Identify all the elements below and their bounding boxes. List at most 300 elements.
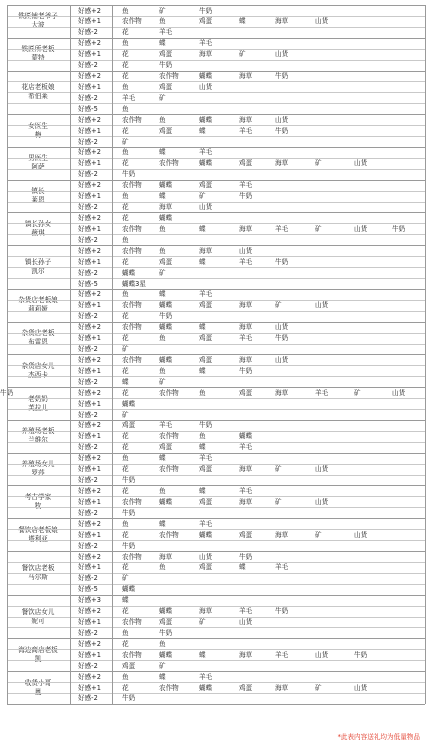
gift-item: 蝶	[159, 672, 166, 681]
gift-item: 蝴蝶	[122, 585, 136, 594]
gift-item: 牛奶	[159, 61, 173, 70]
gift-item: 农作物	[122, 301, 142, 310]
gift-item: 鱼	[122, 454, 129, 463]
gift-item: 农作物	[122, 618, 142, 627]
gift-item: 花	[122, 443, 129, 452]
character-given-name: 罗莎	[31, 469, 45, 478]
gift-item: 山货	[199, 82, 213, 91]
affection-level: 好感+1	[78, 334, 101, 343]
gift-item: 海草	[275, 17, 289, 26]
gift-item: 海草	[239, 355, 253, 364]
gift-item: 羊毛	[239, 257, 253, 266]
character-given-name: 莱恩	[31, 196, 45, 205]
gift-item: 鱼	[159, 334, 166, 343]
affection-level: 好感+1	[78, 82, 101, 91]
gift-item: 山货	[392, 388, 406, 397]
gift-item: 鸡蛋	[199, 334, 213, 343]
gift-item: 海草	[239, 115, 253, 124]
table-right-border	[425, 5, 426, 704]
character-given-name: 芙拉儿	[28, 403, 48, 412]
gift-item: 牛奶	[122, 541, 136, 550]
gift-item: 海草	[239, 72, 253, 81]
affection-level: 好感+2	[78, 115, 101, 124]
affection-level: 好感+1	[78, 17, 101, 26]
character-given-name: 兰维尔	[28, 436, 48, 445]
gift-item: 蝴蝶	[199, 159, 213, 168]
character-role: 海边商店老板	[18, 645, 58, 654]
character-given-name: 薇琪	[31, 228, 45, 237]
gift-item: 牛奶	[239, 552, 253, 561]
gift-item: 蝶	[199, 443, 206, 452]
name-column-left-border	[7, 5, 8, 704]
gift-item: 山货	[275, 355, 289, 364]
affection-level: 好感+2	[78, 181, 101, 190]
affection-level: 好感+1	[78, 563, 101, 572]
gift-item: 花	[122, 203, 129, 212]
gift-item: 蝴蝶	[122, 268, 136, 277]
gift-item: 蝴蝶	[159, 213, 173, 222]
gift-item: 鱼	[122, 519, 129, 528]
gift-item: 蝴蝶	[199, 683, 213, 692]
affection-level: 好感+1	[78, 126, 101, 135]
affection-level: 好感+2	[78, 246, 101, 255]
gift-item: 鱼	[122, 39, 129, 48]
gift-item: 矿	[159, 6, 166, 15]
affection-level: 好感-2	[78, 268, 98, 277]
affection-level: 好感-2	[78, 235, 98, 244]
gift-item: 蝴蝶	[159, 181, 173, 190]
affection-level: 好感+2	[78, 639, 101, 648]
gift-item: 山货	[315, 650, 329, 659]
gift-item: 山货	[354, 530, 368, 539]
affection-level: 好感-2	[78, 28, 98, 37]
gift-item: 牛奶	[239, 366, 253, 375]
gift-item: 矿	[315, 683, 322, 692]
affection-level: 好感+2	[78, 421, 101, 430]
gift-item: 鱼	[122, 628, 129, 637]
gift-item: 花	[122, 607, 129, 616]
gift-item: 蝶	[199, 486, 206, 495]
affection-level: 好感-2	[78, 476, 98, 485]
gift-item: 鱼	[122, 6, 129, 15]
gift-item: 花	[122, 159, 129, 168]
affection-level: 好感-2	[78, 508, 98, 517]
character-role: 餐饮店女儿	[21, 607, 55, 616]
affection-level: 好感+1	[78, 650, 101, 659]
affection-level: 好感+1	[78, 465, 101, 474]
gift-item: 山货	[354, 159, 368, 168]
gift-item: 海草	[275, 683, 289, 692]
affection-level: 好感+2	[78, 213, 101, 222]
gift-item: 蝶	[122, 596, 129, 605]
affection-level: 好感+2	[78, 290, 101, 299]
gift-item: 矿	[199, 192, 206, 201]
gift-item: 鱼	[122, 192, 129, 201]
gift-item: 海草	[159, 203, 173, 212]
gift-item: 牛奶	[275, 257, 289, 266]
character-role: 杂货店女儿	[21, 361, 55, 370]
gift-item: 羊毛	[275, 224, 289, 233]
gift-item: 鸡蛋	[199, 355, 213, 364]
gift-item: 蝴蝶	[239, 432, 253, 441]
gift-item: 农作物	[122, 17, 142, 26]
gift-item: 农作物	[159, 683, 179, 692]
gift-item: 山货	[354, 224, 368, 233]
gift-item: 花	[122, 312, 129, 321]
gift-item: 羊毛	[275, 563, 289, 572]
character-given-name: 大波	[31, 21, 45, 30]
gift-item: 蝴蝶	[159, 323, 173, 332]
gift-item: 矿	[239, 50, 246, 59]
affection-level: 好感+1	[78, 618, 101, 627]
character-given-name: 蒙特	[31, 54, 45, 63]
gift-item: 花	[122, 61, 129, 70]
affection-level: 好感-2	[78, 345, 98, 354]
gift-item: 农作物	[159, 159, 179, 168]
gift-item: 蝶	[159, 290, 166, 299]
gift-item: 牛奶	[159, 312, 173, 321]
gift-item: 蝶	[159, 454, 166, 463]
gift-item: 山货	[315, 465, 329, 474]
affection-level: 好感+2	[78, 323, 101, 332]
gift-item: 羊毛	[239, 126, 253, 135]
affection-level: 好感+3	[78, 596, 101, 605]
affection-level: 好感-2	[78, 312, 98, 321]
character-given-name: 牧	[34, 501, 42, 510]
affection-level: 好感-2	[78, 661, 98, 670]
gift-item: 农作物	[122, 181, 142, 190]
affection-level: 好感-2	[78, 61, 98, 70]
gift-item: 羊毛	[239, 181, 253, 190]
character-role: 镇长	[31, 187, 45, 196]
affection-level: 好感+2	[78, 6, 101, 15]
gift-item: 海草	[239, 301, 253, 310]
gift-item: 羊毛	[159, 28, 173, 37]
gift-item: 鱼	[199, 432, 206, 441]
gift-item: 鱼	[159, 563, 166, 572]
gift-item: 牛奶	[354, 650, 368, 659]
gift-item: 矿	[199, 618, 206, 627]
affection-level: 好感+1	[78, 530, 101, 539]
affection-level: 好感+1	[78, 224, 101, 233]
gift-item: 海草	[275, 530, 289, 539]
gift-item: 花	[122, 388, 129, 397]
affection-level: 好感-2	[78, 541, 98, 550]
character-role: 杂货店老板	[21, 329, 55, 338]
gift-item: 山货	[239, 618, 253, 627]
gift-item: 农作物	[159, 72, 179, 81]
character-given-name: 凯	[34, 654, 42, 663]
gift-item: 鱼	[159, 246, 166, 255]
gift-item: 蝴蝶	[199, 530, 213, 539]
gift-item: 鱼	[122, 148, 129, 157]
gift-item: 矿	[159, 93, 166, 102]
gift-item: 山货	[275, 323, 289, 332]
gift-item: 鸡蛋	[159, 257, 173, 266]
gift-item: 海草	[239, 323, 253, 332]
character-given-name: 杰西卡	[28, 370, 48, 379]
gift-item: 蝶	[159, 148, 166, 157]
gift-item: 鱼	[122, 290, 129, 299]
affection-level: 好感+2	[78, 388, 101, 397]
gift-item: 花	[122, 28, 129, 37]
gift-item: 花	[122, 432, 129, 441]
gift-item: 牛奶	[199, 6, 213, 15]
affection-level: 好感+1	[78, 399, 101, 408]
gift-item: 鸡蛋	[199, 465, 213, 474]
gift-item: 蝶	[199, 323, 206, 332]
character-given-name: 莉莉娅	[28, 305, 48, 314]
gift-item: 鸡蛋	[199, 301, 213, 310]
gift-item: 羊毛	[199, 148, 213, 157]
gift-item: 羊毛	[199, 290, 213, 299]
gift-item: 蝶	[199, 257, 206, 266]
gift-item: 羊毛	[275, 650, 289, 659]
character-given-name: 塔利亚	[28, 534, 48, 543]
gift-item: 蝶	[159, 192, 166, 201]
affection-level: 好感-5	[78, 104, 98, 113]
gift-item: 牛奶	[122, 508, 136, 517]
gift-item: 鱼	[199, 388, 206, 397]
gift-item: 矿	[159, 268, 166, 277]
gift-item: 牛奶	[122, 476, 136, 485]
affection-level: 好感+2	[78, 486, 101, 495]
character-given-name: 布雷恩	[28, 338, 48, 347]
gift-item: 牛奶	[199, 421, 213, 430]
gift-item: 蝴蝶	[159, 355, 173, 364]
character-given-name: 希伯莱	[28, 92, 48, 101]
gift-item: 矿	[275, 465, 282, 474]
gift-item: 山货	[315, 17, 329, 26]
gift-item: 蝴蝶	[199, 115, 213, 124]
gift-item: 鱼	[122, 672, 129, 681]
gift-item: 蝶	[239, 17, 246, 26]
gift-item: 羊毛	[315, 388, 329, 397]
affection-level: 好感-2	[78, 93, 98, 102]
character-role: 男医生	[28, 154, 48, 163]
gift-item: 羊毛	[199, 672, 213, 681]
gift-item: 羊毛	[239, 443, 253, 452]
level-column-right-border	[112, 5, 113, 704]
gift-item: 鸡蛋	[239, 388, 253, 397]
gift-item: 花	[122, 72, 129, 81]
gift-item: 山货	[354, 683, 368, 692]
gift-item: 鱼	[122, 104, 129, 113]
gift-item: 蝶	[199, 650, 206, 659]
gift-item: 海草	[275, 159, 289, 168]
gift-item: 农作物	[122, 115, 142, 124]
gift-item: 矿	[122, 410, 129, 419]
gift-item: 农作物	[159, 432, 179, 441]
affection-level: 好感+2	[78, 454, 101, 463]
gift-item: 蝴蝶	[159, 607, 173, 616]
gift-item: 海草	[275, 388, 289, 397]
gift-item: 花	[122, 563, 129, 572]
gift-item: 海草	[199, 246, 213, 255]
gift-item: 蝶	[122, 377, 129, 386]
gift-item: 鸡蛋	[239, 530, 253, 539]
affection-level: 好感-2	[78, 574, 98, 583]
gift-item: 海草	[239, 224, 253, 233]
gift-item: 海草	[239, 465, 253, 474]
gift-item: 羊毛	[122, 93, 136, 102]
character-role: 餐饮店老板	[21, 563, 55, 572]
gift-item: 鸡蛋	[122, 661, 136, 670]
gift-item: 花	[122, 50, 129, 59]
gift-item: 鸡蛋	[159, 618, 173, 627]
gift-item: 鸡蛋	[199, 181, 213, 190]
gift-item: 农作物	[122, 355, 142, 364]
gift-item: 矿	[159, 661, 166, 670]
gift-item: 农作物	[122, 323, 142, 332]
gift-item: 鸡蛋	[159, 82, 173, 91]
gift-item: 矿	[275, 301, 282, 310]
gift-item: 牛奶	[275, 334, 289, 343]
character-role: 花店老板娘	[21, 83, 55, 92]
character-role: 老奶奶	[28, 394, 48, 403]
character-given-name: 凯尔	[31, 267, 45, 276]
gift-item: 矿	[159, 377, 166, 386]
character-role: 收货小哥	[24, 678, 52, 687]
gift-item: 鸡蛋	[199, 497, 213, 506]
footnote: *此表内容送礼均为低量物品	[337, 733, 420, 741]
gift-item: 牛奶	[275, 126, 289, 135]
gift-item: 羊毛	[239, 486, 253, 495]
character-role: 铁匠所老板	[21, 45, 55, 54]
affection-level: 好感-5	[78, 279, 98, 288]
gift-item: 羊毛	[159, 421, 173, 430]
gift-item: 花	[122, 639, 129, 648]
affection-level: 好感-2	[78, 170, 98, 179]
gift-item: 牛奶	[122, 694, 136, 703]
gift-item: 牛奶	[0, 388, 14, 397]
gift-item: 花	[122, 334, 129, 343]
gift-item: 鱼	[122, 82, 129, 91]
gift-item: 农作物	[122, 246, 142, 255]
character-given-name: 阿萨	[31, 163, 45, 172]
character-given-name: 梅	[34, 130, 42, 139]
gift-item: 山货	[239, 246, 253, 255]
character-role: 镇长孙女	[24, 219, 52, 228]
gift-item: 花	[122, 465, 129, 474]
affection-level: 好感-2	[78, 443, 98, 452]
gift-item: 羊毛	[199, 519, 213, 528]
gift-item: 鸡蛋	[159, 126, 173, 135]
gift-item: 蝶	[159, 39, 166, 48]
character-role: 餐饮店老板娘	[18, 525, 58, 534]
character-role: 杂货店老板娘	[18, 296, 58, 305]
gift-item: 海草	[159, 552, 173, 561]
gift-item: 鱼	[159, 224, 166, 233]
gift-item: 羊毛	[199, 454, 213, 463]
affection-level: 好感+2	[78, 672, 101, 681]
gift-item: 鱼	[159, 115, 166, 124]
gift-item: 矿	[275, 497, 282, 506]
gift-item: 蝶	[199, 366, 206, 375]
gift-item: 山货	[275, 50, 289, 59]
affection-level: 好感+2	[78, 39, 101, 48]
gift-item: 矿	[315, 530, 322, 539]
gift-item: 羊毛	[239, 334, 253, 343]
gift-item: 蝴蝶	[159, 650, 173, 659]
affection-level: 好感+1	[78, 683, 101, 692]
gift-item: 鸡蛋	[199, 17, 213, 26]
gift-item: 蝴蝶	[122, 399, 136, 408]
affection-level: 好感+2	[78, 607, 101, 616]
gift-item: 牛奶	[392, 224, 406, 233]
gift-item: 山货	[315, 497, 329, 506]
character-given-name: 嵐	[34, 687, 42, 696]
gift-item: 鸡蛋	[239, 159, 253, 168]
affection-level: 好感+2	[78, 148, 101, 157]
gift-item: 花	[122, 530, 129, 539]
gift-item: 花	[122, 126, 129, 135]
gift-item: 蝴蝶	[159, 497, 173, 506]
gift-item: 牛奶	[159, 628, 173, 637]
gift-item: 矿	[315, 159, 322, 168]
gift-item: 鱼	[159, 17, 166, 26]
character-role: 女医生	[28, 121, 48, 130]
affection-level: 好感+1	[78, 432, 101, 441]
gift-item: 花	[122, 486, 129, 495]
gift-item: 鸡蛋	[239, 683, 253, 692]
gift-item: 矿	[122, 137, 129, 146]
gift-item: 农作物	[122, 552, 142, 561]
affection-level: 好感+2	[78, 355, 101, 364]
gift-item: 海草	[199, 607, 213, 616]
gift-item: 山货	[315, 301, 329, 310]
gift-item: 农作物	[159, 465, 179, 474]
character-role: 铁匠铺老爷子	[18, 12, 58, 21]
gift-item: 农作物	[122, 497, 142, 506]
character-role: 考古学家	[24, 492, 52, 501]
affection-level: 好感-2	[78, 203, 98, 212]
gift-item: 海草	[239, 650, 253, 659]
gift-item: 羊毛	[199, 39, 213, 48]
affection-level: 好感-2	[78, 137, 98, 146]
gift-item: 鸡蛋	[122, 421, 136, 430]
character-role: 镇长孙子	[24, 258, 52, 267]
gift-item: 海草	[239, 497, 253, 506]
gift-item: 鸡蛋	[159, 443, 173, 452]
gift-item: 蝶	[239, 563, 246, 572]
character-given-name: 妮可	[31, 616, 45, 625]
gift-item: 山货	[275, 115, 289, 124]
gift-item: 鱼	[159, 366, 166, 375]
gift-item: 牛奶	[239, 192, 253, 201]
affection-level: 好感-5	[78, 585, 98, 594]
gift-item: 鱼	[159, 486, 166, 495]
affection-level: 好感+2	[78, 552, 101, 561]
gift-item: 海草	[199, 50, 213, 59]
gift-item: 农作物	[159, 530, 179, 539]
gift-item: 牛奶	[275, 607, 289, 616]
character-role: 养殖场女儿	[21, 460, 55, 469]
affection-level: 好感+1	[78, 497, 101, 506]
affection-level: 好感+1	[78, 192, 101, 201]
gift-item: 花	[122, 683, 129, 692]
affection-level: 好感-2	[78, 410, 98, 419]
gift-item: 羊毛	[239, 607, 253, 616]
gift-item: 鱼	[122, 235, 129, 244]
gift-item: 山货	[199, 552, 213, 561]
gift-item: 农作物	[159, 388, 179, 397]
affection-level: 好感+2	[78, 72, 101, 81]
gift-item: 牛奶	[275, 72, 289, 81]
gift-item: 花	[122, 366, 129, 375]
gift-item: 矿	[122, 345, 129, 354]
gift-item: 鱼	[159, 639, 166, 648]
